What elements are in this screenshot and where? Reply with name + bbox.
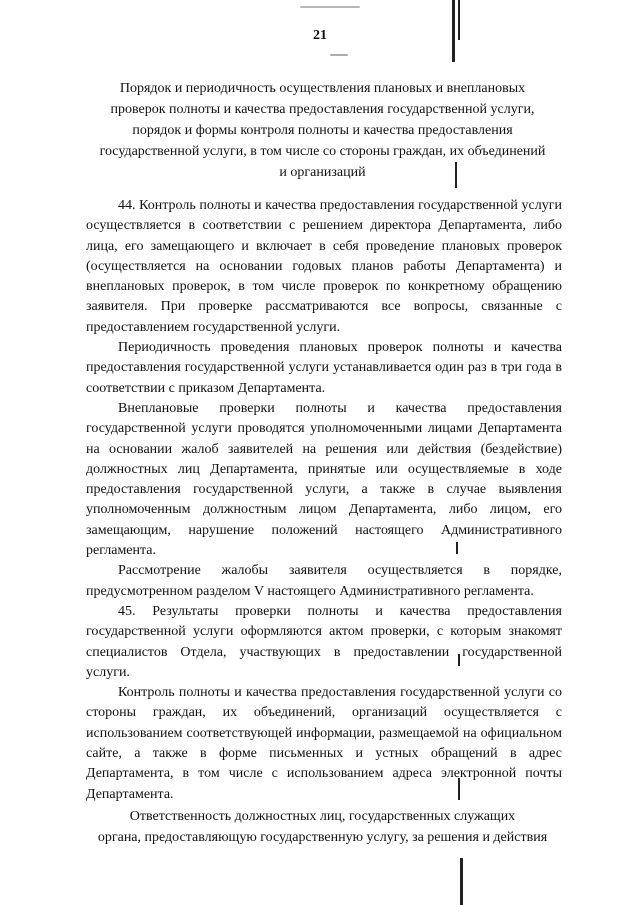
scan-artifact-dots-2 bbox=[330, 54, 348, 56]
heading-line: проверок полноты и качества предоставления государственной услуги, bbox=[110, 102, 535, 117]
scan-artifact-bottom-bar bbox=[460, 858, 463, 905]
heading-line: порядок и формы контроля полноты и качества предоставления bbox=[132, 123, 513, 138]
heading-line: Ответственность должностных лиц, государственных служащих bbox=[129, 809, 516, 824]
paragraph-45: 45. Результаты проверки полноты и качества предоставления государственной услуги оформляются актом проверки, с которым знакомят специалистов Отдела, участвующих в предоставлении государственной услуги. bbox=[86, 603, 562, 680]
paragraph-unplanned-checks: Внеплановые проверки полноты и качества предоставления государственной услуги проводятся уполномоченными лицами Департамента на основании жалоб заявителей на решения или действия (бездействие) должностных лиц Департамента, принятые или осуществляемые в ходе предоставления государственной услуги, а также в случае выявления уполномоченным должностным лицом Департамента, либо лицом, его замещающим, нарушение положений настоящего Административного регламента. bbox=[86, 400, 562, 559]
heading-line: Порядок и периодичность осуществления плановых и внеплановых bbox=[119, 81, 526, 96]
body-text bbox=[86, 196, 562, 805]
scan-artifact-dots bbox=[300, 6, 360, 8]
section-heading-control bbox=[70, 78, 575, 183]
heading-line: и организаций bbox=[279, 165, 366, 180]
paragraph-44: 44. Контроль полноты и качества предоставления государственной услуги осуществляется в соответствии с решением директора Департамента, либо лица, его замещающего и включает в себя проведение плановых проверок (осуществляется на основании годовых планов работы Департамента) и внеплановых проверок, в том числе проверок по конкретному обращению заявителя. При проверке рассматриваются все вопросы, связанные с предоставлением государственной услуги. bbox=[86, 198, 562, 335]
heading-line: государственной услуги, в том числе со стороны граждан, их объединений bbox=[99, 144, 546, 159]
paragraph-citizen-control: Контроль полноты и качества предоставления государственной услуги со стороны граждан, их объединений, организаций осуществляется с использованием соответствующей информации, размещаемой на официальном сайте, а также в форме письменных и устных обращений в адрес Департамента, в том числе с использованием адреса электронной почты Департамента. bbox=[86, 685, 562, 802]
page-number: 21 bbox=[313, 28, 327, 43]
paragraph-periodicity: Периодичность проведения плановых проверок полноты и качества предоставления государственной услуги устанавливается один раз в три года в соответствии с приказом Департамента. bbox=[86, 340, 562, 396]
section-heading-responsibility bbox=[70, 806, 575, 848]
paragraph-complaint-review: Рассмотрение жалобы заявителя осуществляется в порядке, предусмотренном разделом V настоящего Административного регламента. bbox=[86, 563, 562, 599]
heading-line: органа, предоставляющую государственную услугу, за решения и действия bbox=[97, 830, 548, 845]
